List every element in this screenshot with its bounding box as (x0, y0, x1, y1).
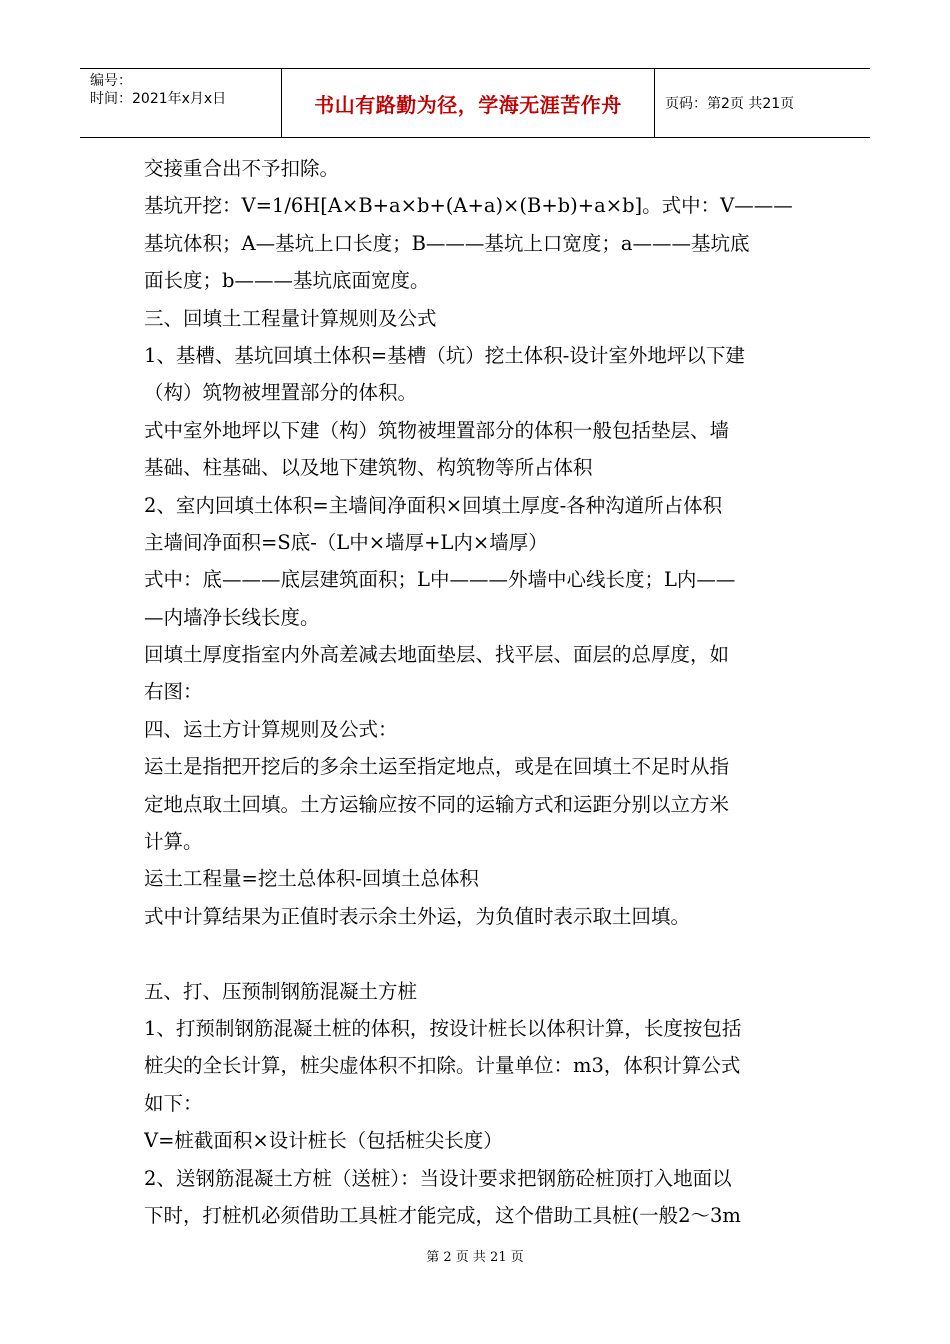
page-footer: 第 2 页 共 21 页 (426, 1250, 524, 1265)
body-line: 定地点取土回填。土方运输应按不同的运输方式和运距分别以立方米 (144, 792, 730, 816)
header-page-info: 页码：第2页 共21页 (665, 96, 795, 112)
body-line: 主墙间净面积=S底-（L中×墙厚+L内×墙厚） (144, 530, 548, 554)
body-line: 下时，打桩机必须借助工具桩才能完成，这个借助工具桩(一般2～3m (144, 1203, 741, 1227)
body-line: 式中室外地坪以下建（构）筑物被埋置部分的体积一般包括垫层、墙 (144, 418, 730, 442)
body-line: 2、室内回填土体积=主墙间净面积×回填土厚度-各种沟道所占体积 (144, 493, 723, 517)
body-line: 桩尖的全长计算，桩尖虚体积不扣除。计量单位：m3，体积计算公式 (144, 1054, 741, 1078)
body-line: 三、回填土工程量计算规则及公式 (144, 306, 437, 330)
body-line: —内墙净长线长度。 (144, 605, 320, 629)
document-number-label: 编号： (90, 73, 132, 89)
body-line: 基坑开挖：V=1/6H[A×B+a×b+(A+a)×(B+b)+a×b]。式中：V——— (144, 194, 793, 218)
body-line: 四、运土方计算规则及公式： (144, 717, 398, 741)
body-line: 式中计算结果为正值时表示余土外运，为负值时表示取土回填。 (144, 904, 691, 928)
body-line: （构）筑物被埋置部分的体积。 (144, 381, 418, 405)
body-line: 式中：底———底层建筑面积；L中———外墙中心线长度；L内—— (144, 568, 736, 592)
blank-line (144, 935, 810, 972)
body-line: 基础、柱基础、以及地下建筑物、构筑物等所占体积 (144, 456, 593, 480)
page-header (80, 68, 870, 138)
body-line: 基坑体积；A—基坑上口长度；B———基坑上口宽度；a———基坑底 (144, 231, 750, 255)
body-line: 运土是指把开挖后的多余土运至指定地点，或是在回填土不足时从指 (144, 755, 730, 779)
body-line: V=桩截面积×设计桩长（包括桩尖长度） (144, 1129, 503, 1153)
body-line: 计算。 (144, 830, 203, 854)
body-line: 1、打预制钢筋混凝土桩的体积，按设计桩长以体积计算，长度按包括 (144, 1016, 742, 1040)
body-line: 交接重合出不予扣除。 (144, 157, 340, 180)
document-date-label: 时间：2021年x月x日 (90, 91, 227, 107)
body-line: 回填土厚度指室内外高差减去地面垫层、找平层、面层的总厚度，如 (144, 643, 730, 667)
header-motto: 书山有路勤为径，学海无涯苦作舟 (282, 69, 655, 137)
body-line: 如下： (144, 1091, 203, 1115)
body-line: 五、打、压预制钢筋混凝土方桩 (144, 979, 418, 1003)
header-meta-cell (80, 69, 282, 137)
body-line: 面长度；b———基坑底面宽度。 (144, 269, 430, 293)
body-line: 2、送钢筋混凝土方桩（送桩）：当设计要求把钢筋砼桩顶打入地面以 (144, 1166, 732, 1190)
body-line: 右图： (144, 680, 203, 704)
document-body (144, 150, 810, 1234)
body-line: 运土工程量=挖土总体积-回填土总体积 (144, 867, 479, 891)
body-line: 1、基槽、基坑回填土体积=基槽（坑）挖土体积-设计室外地坪以下建 (144, 343, 745, 367)
